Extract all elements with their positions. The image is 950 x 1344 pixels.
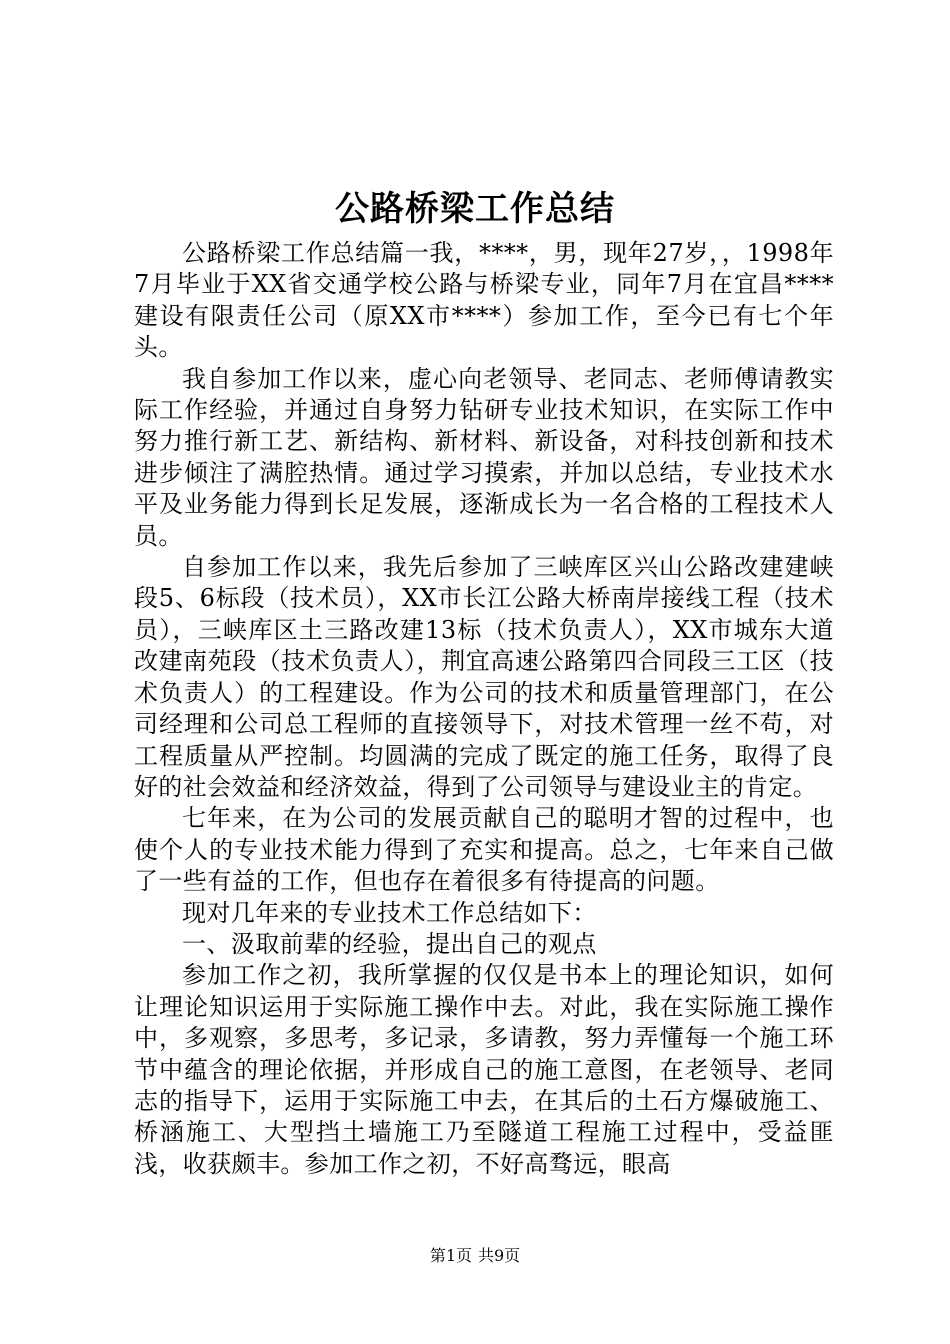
page-footer <box>0 1244 950 1268</box>
paragraph: 参加工作之初，我所掌握的仅仅是书本上的理论知识，如何让理论知识运用于实际施工操作中去。对此，我在实际施工操作中，多观察，多思考，多记录，多请教，努力弄懂每一个施工环节中蕴含的理论依据，并形成自己的施工意图，在老领导、老同志的指导下，运用于实际施工中去，在其后的土石方爆破施工、桥涵施工、大型挡土墙施工乃至隧道工程施工过程中，受益匪浅，收获颇丰。参加工作之初，不好高骛远，眼高 <box>134 961 834 1178</box>
page-total: 共9页 <box>478 1246 521 1265</box>
page-number: 第1页 <box>429 1246 472 1265</box>
section-heading: 一、汲取前辈的经验，提出自己的观点 <box>182 929 597 958</box>
paragraph: 公路桥梁工作总结篇一我，****，男，现年27岁，，1998年7月毕业于XX省交通学校公路与桥梁专业，同年7月在宜昌****建设有限责任公司（原XX市****）参加工作，至今已有七个年头。 <box>134 239 834 362</box>
paragraph: 七年来，在为公司的发展贡献自己的聪明才智的过程中，也使个人的专业技术能力得到了充实和提高。总之，七年来自己做了一些有益的工作，但也存在着很多有待提高的问题。 <box>134 804 834 896</box>
paragraph: 现对几年来的专业技术工作总结如下： <box>182 898 597 927</box>
paragraph: 我自参加工作以来，虚心向老领导、老同志、老师傅请教实际工作经验，并通过自身努力钻研专业技术知识，在实际工作中努力推行新工艺、新结构、新材料、新设备，对科技创新和技术进步倾注了满腔热情。通过学习摸索，并加以总结，专业技术水平及业务能力得到长足发展，逐渐成长为一名合格的工程技术人员。 <box>134 364 834 550</box>
document-title: 公路桥梁工作总结 <box>335 189 615 229</box>
document-body <box>134 238 834 1180</box>
paragraph: 自参加工作以来，我先后参加了三峡库区兴山公路改建建峡段5、6标段（技术员），XX市长江公路大桥南岸接线工程（技术员），三峡库区土三路改建13标（技术负责人），XX市城东大道改建南苑段（技术负责人），荆宜高速公路第四合同段三工区（技术负责人）的工程建设。作为公司的技术和质量管理部门，在公司经理和公司总工程师的直接领导下，对技术管理一丝不苟，对工程质量从严控制。均圆满的完成了既定的施工任务，取得了良好的社会效益和经济效益，得到了公司领导与建设业主的肯定。 <box>134 553 834 801</box>
